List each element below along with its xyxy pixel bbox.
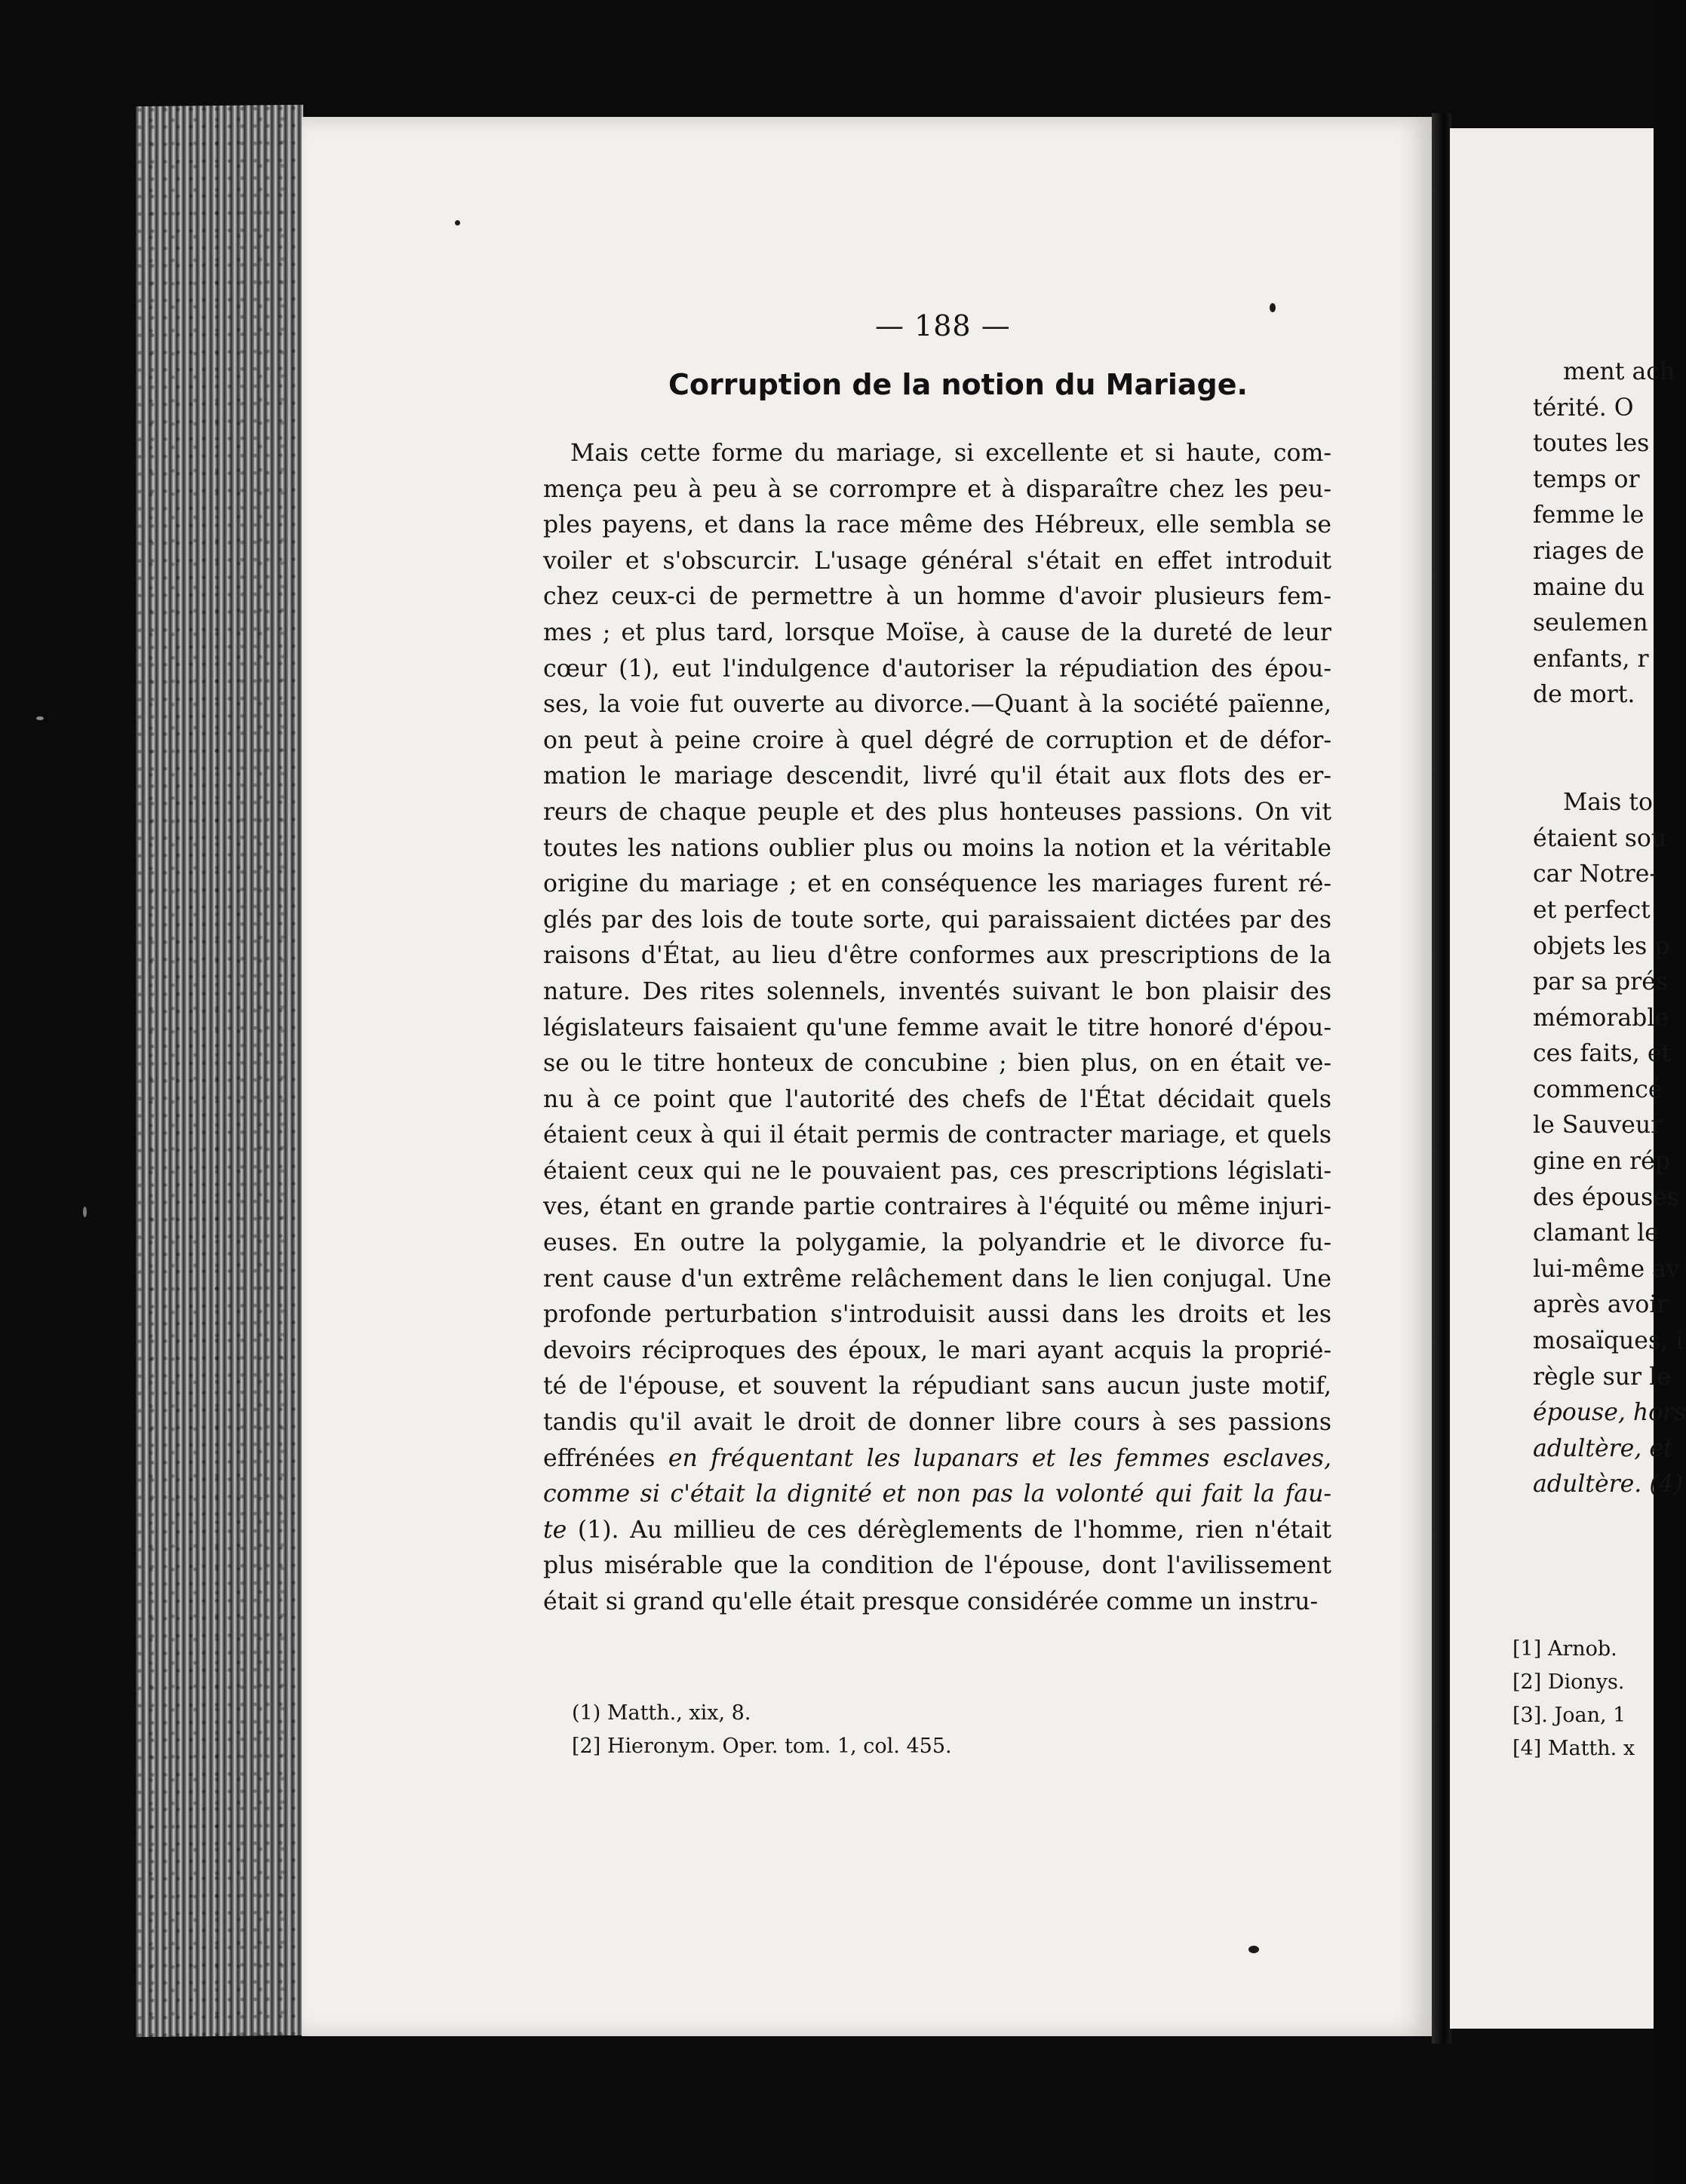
right-line: toutes les bbox=[1533, 430, 1650, 458]
book-gutter bbox=[1432, 113, 1451, 2044]
right-line: car Notre- bbox=[1533, 860, 1658, 888]
body-line: mes ; et plus tard, lorsque Moïse, à cause de la dureté de leur bbox=[543, 618, 1331, 646]
body-line: voiler et s'obscurcir. L'usage général s'était en effet introduit bbox=[543, 547, 1331, 575]
right-line: des épouses bbox=[1533, 1183, 1680, 1211]
right-page-text bbox=[1533, 354, 1686, 1503]
right-line: ment ach bbox=[1563, 358, 1675, 385]
right-line: Mais to bbox=[1563, 789, 1653, 817]
body-line: cœur (1), eut l'indulgence d'autoriser la répudiation des épou- bbox=[543, 655, 1331, 682]
chapter-title: Corruption de la notion du Mariage. bbox=[668, 368, 1248, 401]
page-edge-stack bbox=[136, 105, 303, 2037]
body-italic-run: en fréquentant les lupanars et les femmes esclaves, bbox=[668, 1444, 1331, 1472]
body-line: origine du mariage ; et en conséquence les mariages furent ré- bbox=[543, 870, 1331, 898]
body-line: ples payens, et dans la race même des Hébreux, elle sembla se bbox=[543, 511, 1331, 539]
right-line-italic bbox=[1533, 1431, 1686, 1468]
body-line: reurs de chaque peuple et des plus honteuses passions. On vit bbox=[543, 798, 1331, 826]
right-line: mémorable bbox=[1533, 1004, 1669, 1032]
right-italic-run: adultère, et bbox=[1533, 1434, 1673, 1462]
right-line: enfants, r bbox=[1533, 645, 1649, 673]
body-line: nature. Des rites solennels, inventés suivant le bon plaisir des bbox=[543, 977, 1331, 1005]
right-line: étaient sou bbox=[1533, 824, 1667, 852]
body-line: raisons d'État, au lieu d'être conformes aux prescriptions de la bbox=[543, 942, 1331, 970]
right-line: femme le bbox=[1533, 502, 1645, 529]
body-line: chez ceux-ci de permettre à un homme d'avoir plusieurs fem- bbox=[543, 583, 1331, 611]
body-line: profonde perturbation s'introduisit aussi dans les droits et les bbox=[543, 1301, 1331, 1329]
body-line: Mais cette forme du mariage, si excellente et si haute, com- bbox=[570, 440, 1331, 467]
right-line: règle sur le bbox=[1533, 1363, 1671, 1391]
body-line: té de l'épouse, et souvent la répudiant sans aucun juste motif, bbox=[543, 1373, 1331, 1400]
right-line: ces faits, et bbox=[1533, 1040, 1672, 1068]
body-line: ses, la voie fut ouverte au divorce.—Quant à la société païenne, bbox=[543, 691, 1331, 719]
right-line: après avoir bbox=[1533, 1291, 1669, 1319]
right-line: riages de bbox=[1533, 537, 1645, 565]
right-line: objets les p bbox=[1533, 932, 1670, 960]
body-line: devoirs réciproques des époux, le mari ayant acquis la proprié- bbox=[543, 1336, 1331, 1364]
right-line: térité. O bbox=[1533, 394, 1634, 422]
right-line: commencé bbox=[1533, 1075, 1663, 1103]
right-line: mosaïques, i bbox=[1533, 1327, 1684, 1355]
right-line: et perfect bbox=[1533, 896, 1651, 924]
scan-speck bbox=[1248, 1946, 1259, 1953]
body-line: se ou le titre honteux de concubine ; bien plus, on en était ve- bbox=[543, 1050, 1331, 1078]
body-line: on peut à peine croire à quel dégré de corruption et de défor- bbox=[543, 726, 1331, 754]
body-line: mation le mariage descendit, livré qu'il était aux flots des er- bbox=[543, 762, 1331, 790]
footnote: [2] Hieronym. Oper. tom. 1, col. 455. bbox=[572, 1735, 952, 1758]
right-line: lui-même av bbox=[1533, 1255, 1680, 1283]
right-italic-run: épouse, hors bbox=[1533, 1399, 1686, 1427]
body-line: rent cause d'un extrême relâchement dans le lien conjugal. Une bbox=[543, 1265, 1331, 1293]
right-footnote: [2] Dionys. bbox=[1512, 1670, 1625, 1694]
right-line-italic bbox=[1533, 1467, 1686, 1503]
scan-speck bbox=[455, 220, 460, 225]
body-line: étaient ceux qui ne le pouvaient pas, ces prescriptions législati- bbox=[543, 1157, 1331, 1185]
body-line: ves, étant en grande partie contraires à l'équité ou même injuri- bbox=[543, 1193, 1331, 1221]
right-italic-run: adultère. (4) bbox=[1533, 1471, 1683, 1498]
scan-speck bbox=[1270, 303, 1276, 312]
page-number: — 188 — bbox=[875, 309, 1011, 342]
scan-speck bbox=[36, 716, 44, 720]
right-line: gine en rép bbox=[1533, 1148, 1670, 1176]
footnote: (1) Matth., xix, 8. bbox=[572, 1701, 751, 1725]
body-line-italic bbox=[543, 1513, 1331, 1549]
right-line: de mort. bbox=[1533, 681, 1635, 709]
right-line: temps or bbox=[1533, 465, 1640, 493]
right-footnote: [3]. Joan, 1 bbox=[1512, 1704, 1626, 1727]
right-line: seulemen bbox=[1533, 609, 1648, 637]
right-line bbox=[1533, 713, 1686, 750]
body-line: tandis qu'il avait le droit de donner libre cours à ses passions bbox=[543, 1409, 1331, 1437]
right-line-italic bbox=[1533, 1395, 1686, 1431]
scan-speck bbox=[83, 1207, 87, 1217]
body-line: mença peu à peu à se corrompre et à disparaître chez les peu- bbox=[543, 475, 1331, 503]
body-line: était si grand qu'elle était presque considérée comme un instru- bbox=[543, 1588, 1319, 1615]
body-text bbox=[543, 436, 1331, 1621]
body-italic-run: te bbox=[543, 1516, 567, 1544]
body-line-italic bbox=[543, 1441, 1331, 1477]
body-line: législateurs faisaient qu'une femme avait le titre honoré d'épou- bbox=[543, 1014, 1331, 1041]
footnotes bbox=[572, 1697, 952, 1763]
body-text-run: (1). Au millieu de ces dérèglements de l'homme, rien n'était bbox=[567, 1516, 1331, 1544]
body-line: étaient ceux à qui il était permis de contracter mariage, et quels bbox=[543, 1121, 1331, 1149]
right-line: par sa prés bbox=[1533, 968, 1669, 996]
right-line: maine du bbox=[1533, 573, 1645, 601]
body-line: plus misérable que la condition de l'épouse, dont l'avilissement bbox=[543, 1552, 1331, 1580]
right-footnotes bbox=[1512, 1633, 1635, 1765]
right-line: clamant le bbox=[1533, 1219, 1659, 1247]
right-line: le Sauveur bbox=[1533, 1112, 1663, 1140]
body-line: toutes les nations oublier plus ou moins la notion et la véritable bbox=[543, 834, 1331, 862]
right-line bbox=[1533, 750, 1686, 786]
body-line: euses. En outre la polygamie, la polyandrie et le divorce fu- bbox=[543, 1229, 1331, 1257]
right-footnote: [4] Matth. x bbox=[1512, 1737, 1635, 1760]
body-text-run: effrénées bbox=[543, 1444, 668, 1472]
body-line-italic bbox=[543, 1477, 1331, 1513]
body-line: glés par des lois de toute sorte, qui paraissaient dictées par des bbox=[543, 906, 1331, 934]
body-italic-run: comme si c'était la dignité et non pas la volonté qui fait la fau- bbox=[543, 1480, 1331, 1508]
body-line: nu à ce point que l'autorité des chefs de l'État décidait quels bbox=[543, 1085, 1331, 1113]
right-footnote: [1] Arnob. bbox=[1512, 1637, 1617, 1661]
